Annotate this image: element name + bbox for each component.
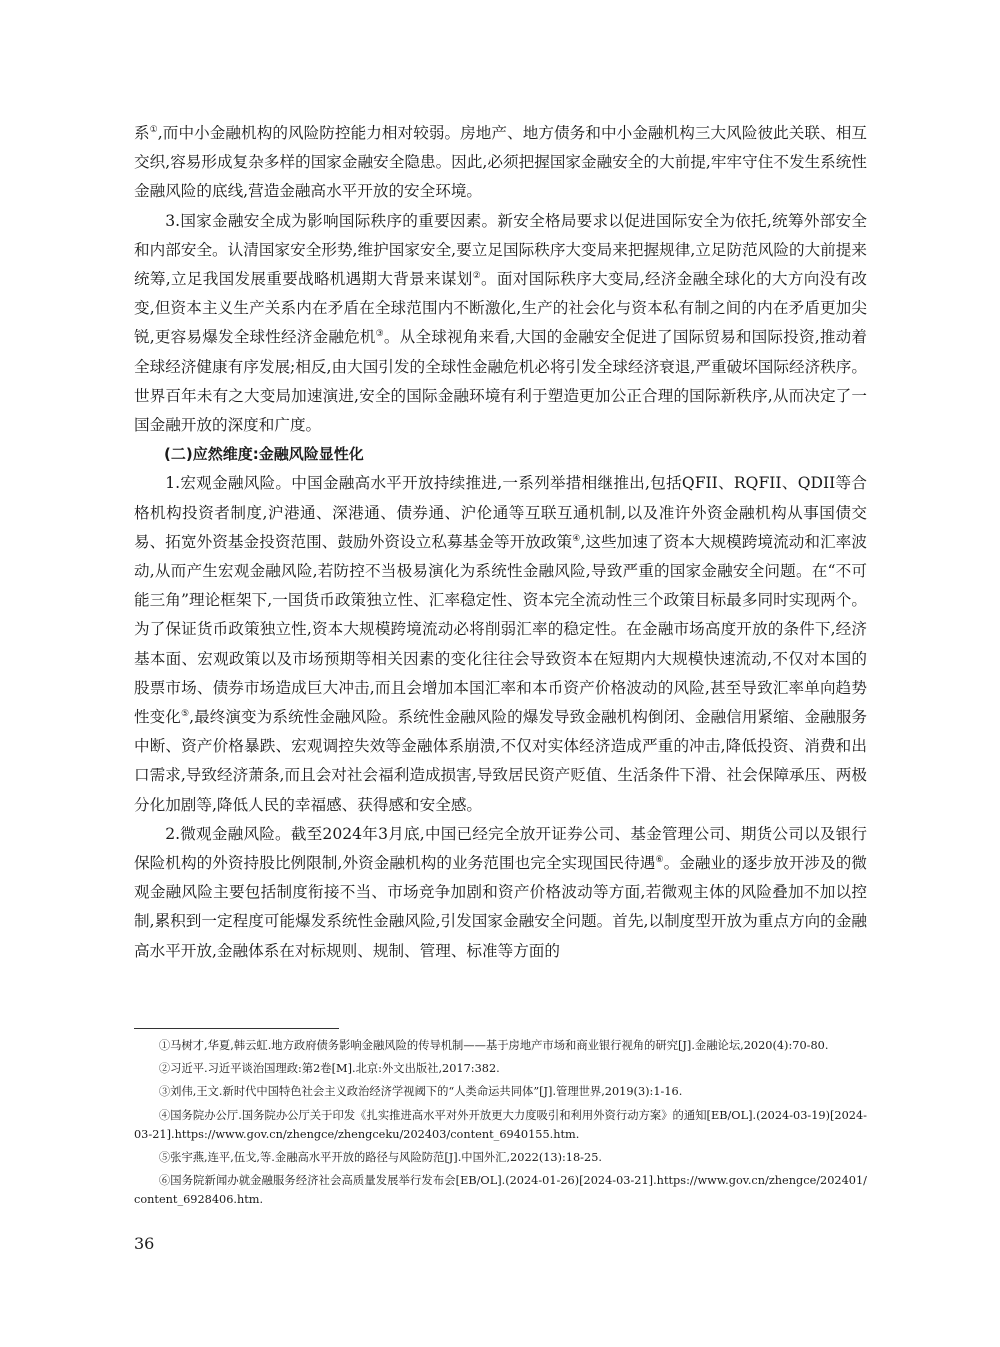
- page-number: 36: [134, 1234, 155, 1253]
- paragraph-continued: 系①,而中小金融机构的风险防控能力相对较弱。房地产、地方债务和中小金融机构三大风险彼此关联、相互交织,容易形成复杂多样的国家金融安全隐患。因此,必须把握国家金融安全的大前提,牢牢守住不发生系统性金融风险的底线,营造金融高水平开放的安全环境。: [134, 124, 867, 201]
- paragraph-macro-risk: 1.宏观金融风险。中国金融高水平开放持续推进,一系列举措相继推出,包括QFII、RQFII、QDII等合格机构投资者制度,沪港通、深港通、债券通、沪伦通等互联互通机制,以及准许外资金融机构从事国债交易、拓宽外资基金投资范围、鼓励外资设立私募基金等开放政策④,这些加速了资本大规模跨境流动和汇率波动,从而产生宏观金融风险,若防控不当极易演化为系统性金融风险,导致严重的国家金融安全问题。在“不可能三角”理论框架下,一国货币政策独立性、汇率稳定性、资本完全流动性三个政策目标最多同时实现两个。为了保证货币政策独立性,资本大规模跨境流动必将削弱汇率的稳定性。在金融市场高度开放的条件下,经济基本面、宏观政策以及市场预期等相关因素的变化往往会导致资本在短期内大规模快速流动,不仅对本国的股票市场、债券市场造成巨大冲击,而且会增加本国汇率和本币资产价格波动的风险,甚至导致汇率单向趋势性变化⑤,最终演变为系统性金融风险。系统性金融风险的爆发导致金融机构倒闭、金融信用紧缩、金融服务中断、资产价格暴跌、宏观调控失效等金融体系崩溃,不仅对实体经济造成严重的冲击,降低投资、消费和出口需求,导致经济萧条,而且会对社会福利造成损害,导致居民资产贬值、生活条件下滑、社会保障承压、两极分化加剧等,降低人民的幸福感、获得感和安全感。: [134, 474, 867, 814]
- footnote-ref-1[interactable]: ①: [149, 124, 158, 135]
- footnotes: [134, 1036, 867, 1214]
- footnote-3: ③刘伟,王文.新时代中国特色社会主义政治经济学视阈下的“人类命运共同体”[J].管理世界,2019(3):1-16.: [158, 1085, 683, 1099]
- footnote-ref-2[interactable]: ②: [472, 270, 481, 281]
- paragraph-micro-risk: 2.微观金融风险。截至2024年3月底,中国已经完全放开证券公司、基金管理公司、期货公司以及银行保险机构的外资持股比例限制,外资金融机构的业务范围也完全实现国民待遇⑥。金融业的逐步放开涉及的微观金融风险主要包括制度衔接不当、市场竞争加剧和资产价格波动等方面,若微观主体的风险叠加不加以控制,累积到一定程度可能爆发系统性金融风险,引发国家金融安全问题。首先,以制度型开放为重点方向的金融高水平开放,金融体系在对标规则、规制、管理、标准等方面的: [134, 824, 867, 960]
- footnote-ref-6[interactable]: ⑥: [655, 854, 664, 865]
- section-subheading: (二)应然维度:金融风险显性化: [164, 445, 364, 464]
- footnote-2: ②习近平.习近平谈治国理政:第2卷[M].北京:外文出版社,2017:382.: [158, 1062, 500, 1076]
- footnote-ref-3[interactable]: ③: [375, 329, 384, 340]
- footnote-4: ④国务院办公厅.国务院办公厅关于印发《扎实推进高水平对外开放更大力度吸引和利用外资行动方案》的通知[EB/OL].(2024-03-19)[2024-03-21].https://www.gov.cn/zhengce/zhengceku/202403/content_6940155.htm.: [134, 1108, 867, 1141]
- paragraph-international-order: 3.国家金融安全成为影响国际秩序的重要因素。新安全格局要求以促进国际安全为依托,统筹外部安全和内部安全。认清国家安全形势,维护国家安全,要立足国际秩序大变局来把握规律,立足防范风险的大前提来统筹,立足我国发展重要战略机遇期大背景来谋划②。面对国际秩序大变局,经济金融全球化的大方向没有改变,但资本主义生产关系内在矛盾在全球范围内不断激化,生产的社会化与资本私有制之间的内在矛盾更加尖锐,更容易爆发全球性经济金融危机③。从全球视角来看,大国的金融安全促进了国际贸易和国际投资,推动着全球经济健康有序发展;相反,由大国引发的全球性金融危机必将引发全球经济衰退,严重破坏国际经济秩序。世界百年未有之大变局加速演进,安全的国际金融环境有利于塑造更加公正合理的国际新秩序,从而决定了一国金融开放的深度和广度。: [134, 211, 867, 435]
- footnote-5: ⑤张宇燕,连平,伍戈,等.金融高水平开放的路径与风险防范[J].中国外汇,2022(13):18-25.: [158, 1151, 602, 1165]
- footnote-ref-4[interactable]: ④: [572, 533, 581, 544]
- footnote-divider: [134, 1028, 339, 1029]
- body-text: [134, 119, 867, 966]
- footnote-1: ①马树才,华夏,韩云虹.地方政府债务影响金融风险的传导机制——基于房地产市场和商业银行视角的研究[J].金融论坛,2020(4):70-80.: [158, 1039, 829, 1052]
- footnote-ref-5[interactable]: ⑤: [180, 708, 190, 719]
- footnote-6: ⑥国务院新闻办就金融服务经济社会高质量发展举行发布会[EB/OL].(2024-01-26)[2024-03-21].https://www.gov.cn/zhengce/202401/content_6928406.htm.: [134, 1174, 867, 1207]
